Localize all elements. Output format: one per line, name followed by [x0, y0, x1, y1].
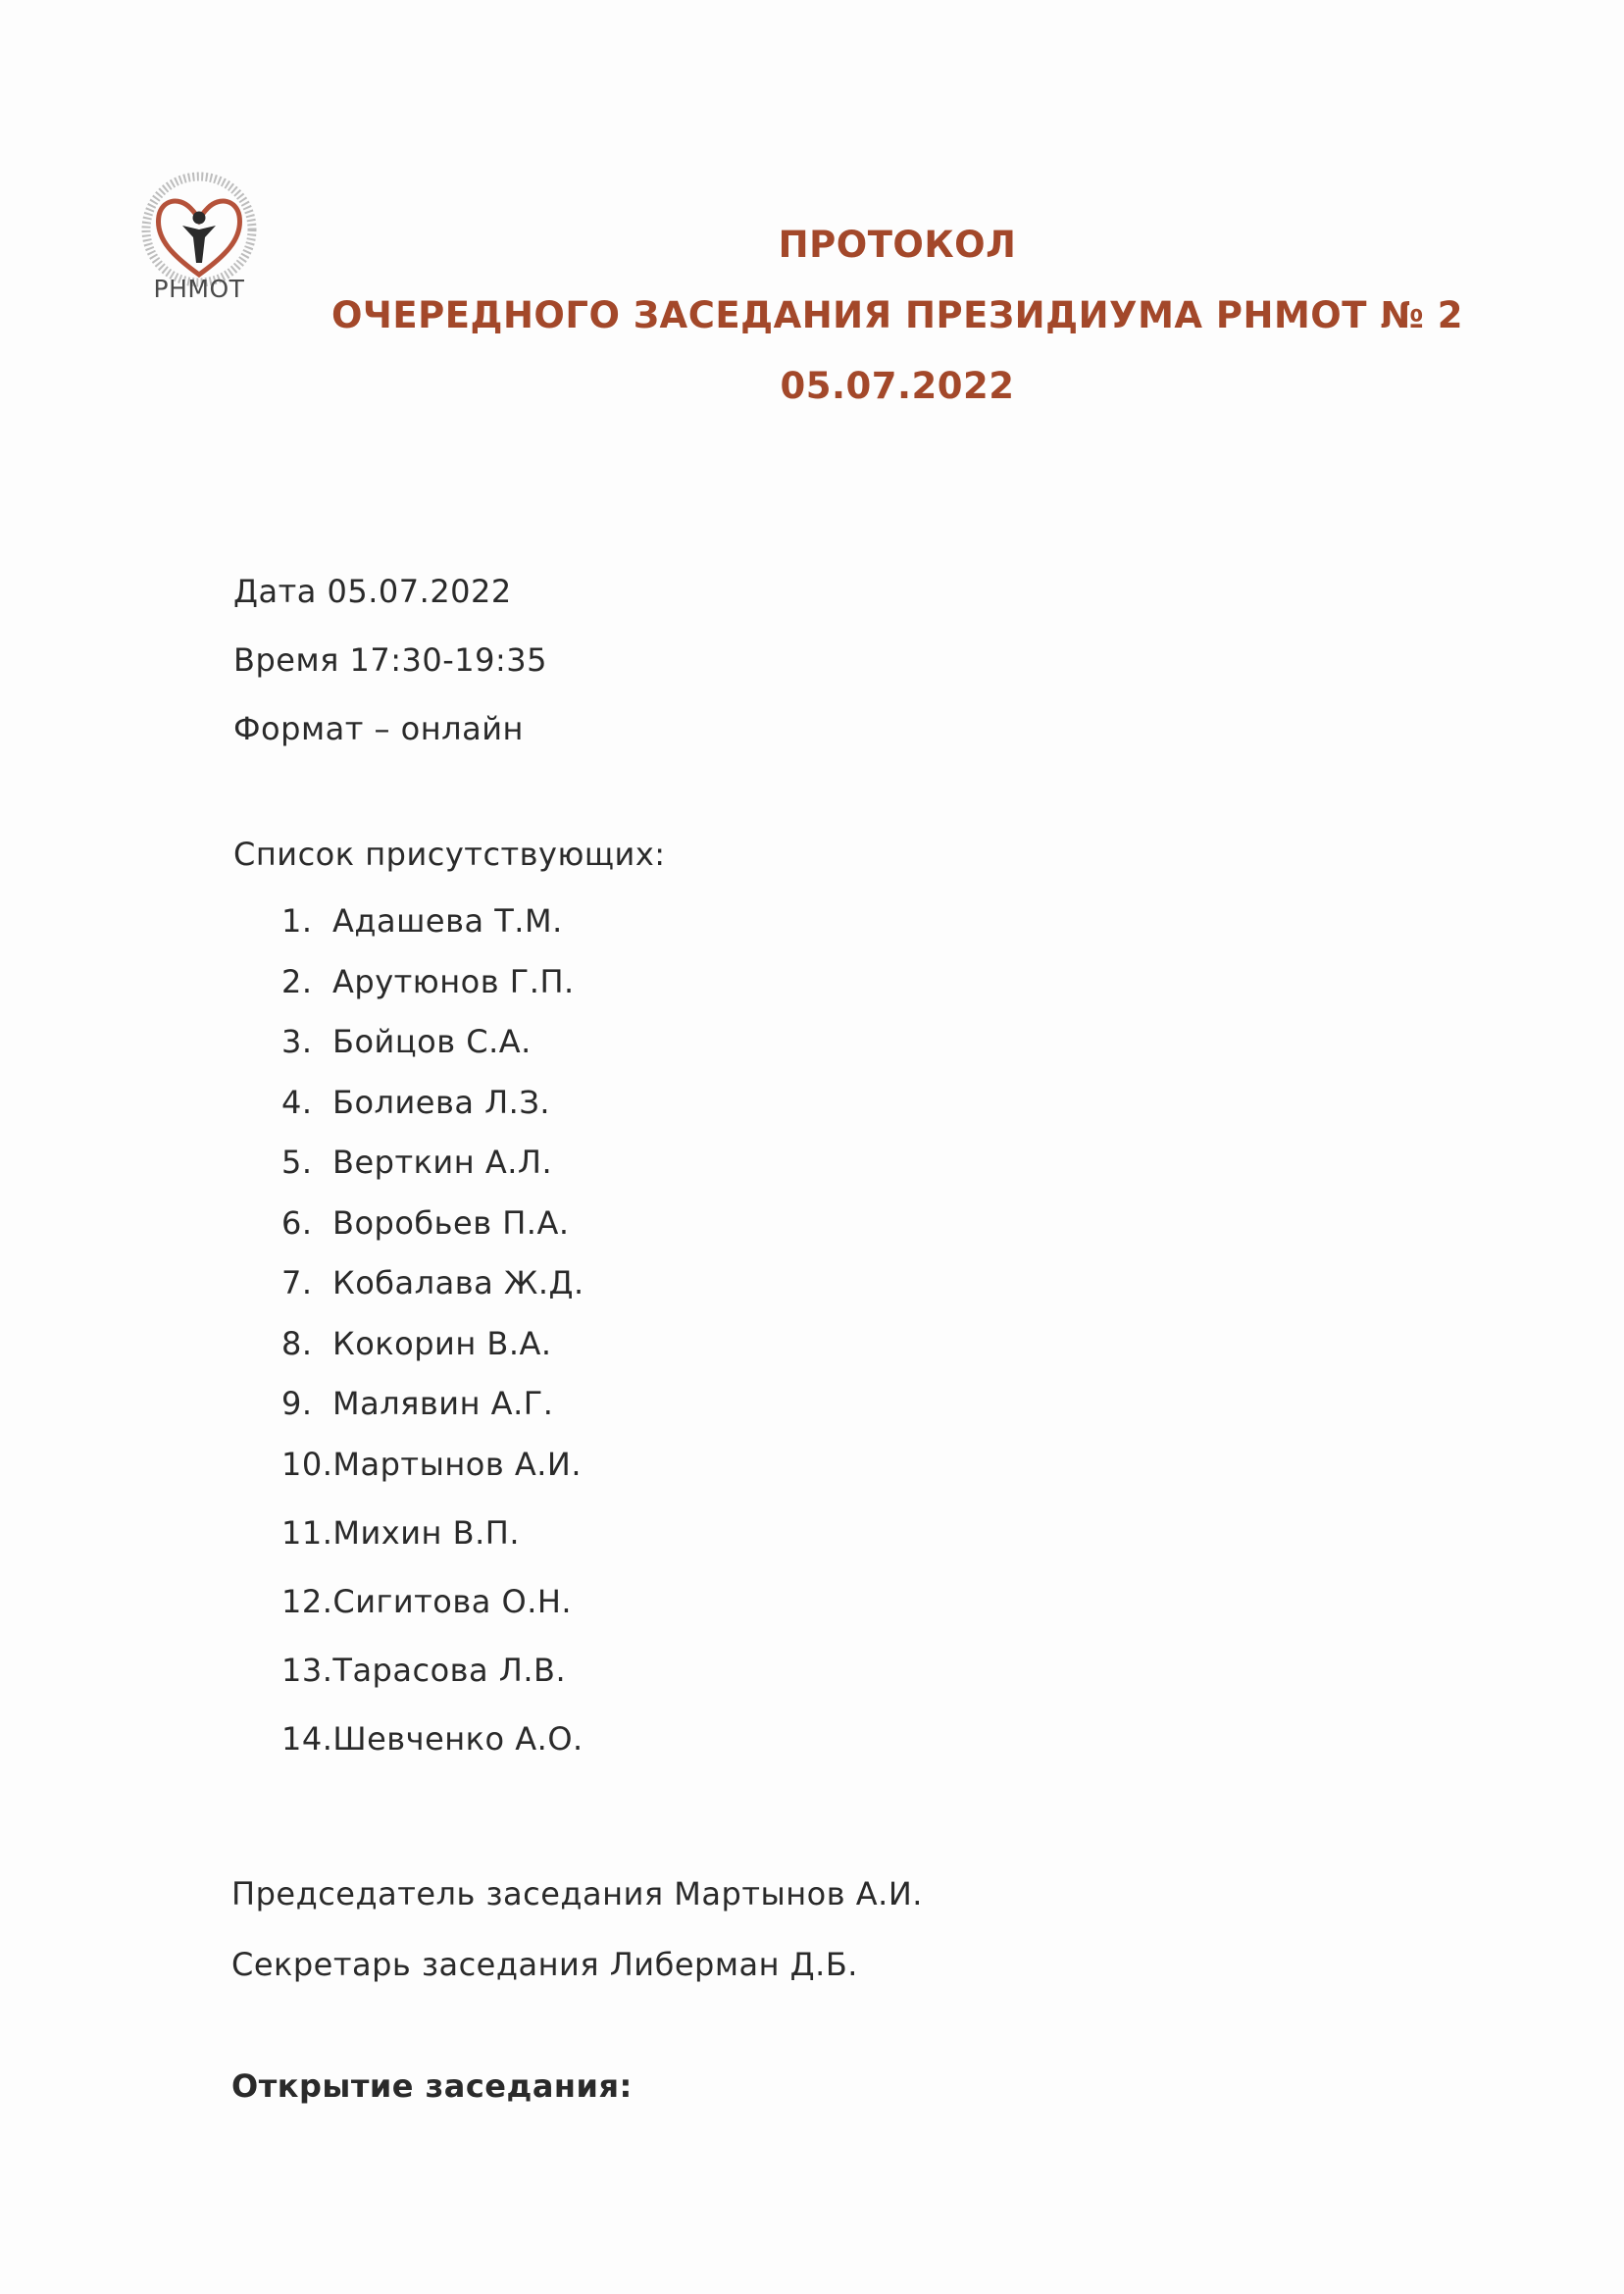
- title-line-date: 05.07.2022: [780, 365, 1015, 407]
- attendee-item: 9. Малявин А.Г.: [281, 1385, 554, 1422]
- attendee-item: 5. Верткин А.Л.: [281, 1144, 553, 1181]
- attendee-item: 11.Михин В.П.: [281, 1513, 520, 1552]
- title-line-protocol: ПРОТОКОЛ: [778, 224, 1017, 266]
- meeting-officials: [231, 1859, 923, 2000]
- attendee-item: 6. Воробьев П.А.: [281, 1203, 570, 1242]
- meeting-meta: [233, 557, 547, 763]
- attendee-item: 8. Кокорин В.А.: [281, 1324, 552, 1362]
- attendees-heading: Список присутствующих:: [233, 836, 666, 873]
- attendee-item: 7. Кобалава Ж.Д.: [281, 1264, 584, 1301]
- meeting-secretary: Секретарь заседания Либерман Д.Б.: [231, 1946, 858, 1983]
- meeting-format: Формат – онлайн: [233, 710, 524, 747]
- logo: [116, 169, 282, 326]
- meeting-date: Дата 05.07.2022: [233, 573, 512, 610]
- attendee-item: 12.Сигитова О.Н.: [281, 1582, 573, 1620]
- opening-heading: Открытие заседания:: [231, 2067, 633, 2105]
- meeting-chair: Председатель заседания Мартынов А.И.: [231, 1875, 923, 1912]
- attendee-item: 10.Мартынов А.И.: [281, 1445, 583, 1483]
- attendee-item: 1. Адашева Т.М.: [281, 902, 563, 940]
- attendee-item: 14.Шевченко А.О.: [281, 1719, 584, 1758]
- attendee-item: 2. Арутюнов Г.П.: [281, 962, 575, 1000]
- meeting-time: Время 17:30-19:35: [233, 641, 547, 679]
- title-line-meeting: ОЧЕРЕДНОГО ЗАСЕДАНИЯ ПРЕЗИДИУМА РНМОТ № 2: [330, 294, 1464, 336]
- attendee-item: 4. Болиева Л.З.: [281, 1083, 551, 1121]
- attendee-list: [281, 902, 584, 1789]
- document-title: [294, 210, 1500, 422]
- logo-abbreviation: РНМОТ: [153, 275, 245, 303]
- attendee-item: 13.Тарасова Л.В.: [281, 1651, 567, 1689]
- attendee-item: 3. Бойцов С.А.: [281, 1023, 532, 1060]
